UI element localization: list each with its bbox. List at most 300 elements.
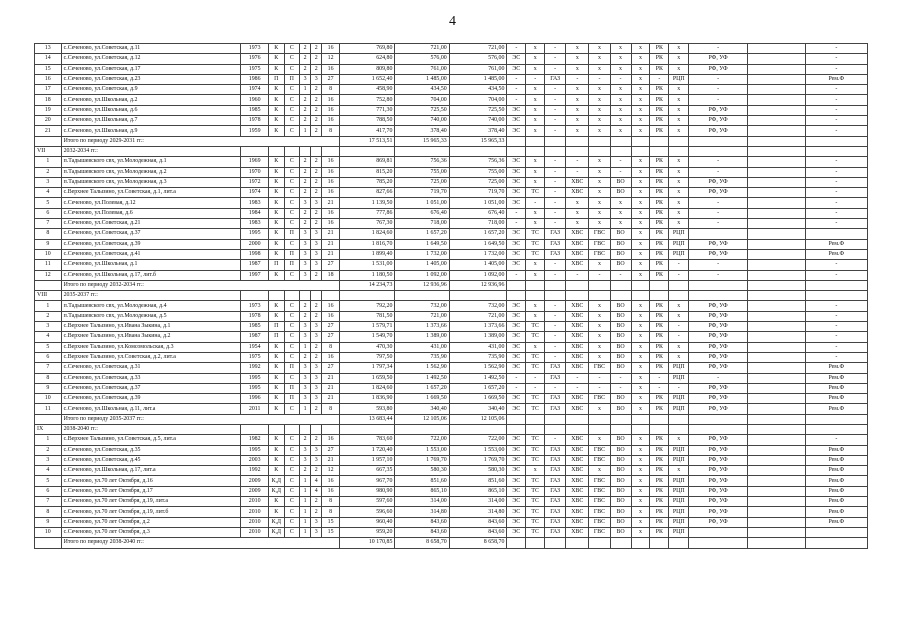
table-cell [631, 538, 650, 548]
table-cell: РК [650, 476, 669, 486]
table-cell: РК [650, 486, 669, 496]
table-cell: - [526, 383, 545, 393]
table-cell: 676,40 [449, 208, 507, 218]
table-cell: 10 [35, 527, 62, 537]
table-cell [747, 424, 805, 434]
table-cell: 3 [311, 249, 322, 259]
table-cell: К [269, 249, 285, 259]
table-cell: х [631, 198, 650, 208]
table-cell: - [669, 332, 689, 342]
table-cell: х [589, 404, 610, 414]
table-cell: 851,60 [395, 476, 449, 486]
table-cell: 3 [35, 322, 62, 332]
table-cell: ТС [526, 332, 545, 342]
table-cell: 1987 [241, 260, 269, 270]
table-cell: - [526, 198, 545, 208]
table-row [35, 229, 868, 239]
table-row [35, 219, 868, 229]
table-cell: 1969 [241, 157, 269, 167]
table-cell: 1 [35, 301, 62, 311]
table-cell: 725,50 [395, 105, 449, 115]
table-cell [747, 445, 805, 455]
table-cell [747, 497, 805, 507]
table-cell: ВО [610, 260, 631, 270]
table-cell: х [669, 85, 689, 95]
table-cell: х [526, 311, 545, 321]
table-cell: х [631, 64, 650, 74]
table-cell: 756,36 [449, 157, 507, 167]
table-cell: х [526, 116, 545, 126]
table-cell: х [610, 105, 631, 115]
table-cell: 725,50 [449, 105, 507, 115]
table-cell: х [566, 44, 589, 54]
table-cell: РК [650, 157, 669, 167]
table-cell: 15 [322, 517, 340, 527]
table-cell: 1 824,60 [339, 383, 394, 393]
table-cell: ХВС [566, 435, 589, 445]
table-cell: х [526, 219, 545, 229]
table-cell: ЭС [507, 116, 526, 126]
table-cell: х [566, 64, 589, 74]
table-cell [689, 424, 748, 434]
table-cell: х [566, 54, 589, 64]
table-cell: ЭС [507, 157, 526, 167]
table-cell: ЭС [507, 301, 526, 311]
table-cell: 3 [311, 373, 322, 383]
table-cell [747, 167, 805, 177]
table-cell: 3 [300, 455, 311, 465]
table-cell: ТС [526, 363, 545, 373]
table-cell: ВО [610, 497, 631, 507]
table-cell: РФ, УФ [689, 466, 748, 476]
table-cell: х [610, 95, 631, 105]
table-cell: 2010 [241, 517, 269, 527]
table-cell [747, 280, 805, 290]
table-cell: - [610, 157, 631, 167]
table-cell: - [805, 95, 867, 105]
period-total-area: 14 234,73 [339, 280, 394, 290]
period-total-living-area: 12 936,96 [395, 280, 449, 290]
table-cell: К [269, 85, 285, 95]
table-cell: 3 [300, 229, 311, 239]
table-cell [747, 414, 805, 424]
table-cell [669, 424, 689, 434]
table-row [35, 363, 868, 373]
table-cell: 1973 [241, 301, 269, 311]
table-cell: 16 [322, 95, 340, 105]
table-cell: - [805, 208, 867, 218]
table-cell: х [669, 301, 689, 311]
table-row [35, 373, 868, 383]
table-cell: х [631, 74, 650, 84]
table-cell: РК [650, 219, 669, 229]
table-cell: ГВС [589, 517, 610, 527]
table-cell: ЭС [507, 476, 526, 486]
table-cell [669, 414, 689, 424]
table-cell: 3 [300, 74, 311, 84]
table-cell: П [269, 260, 285, 270]
table-cell: 1 [300, 527, 311, 537]
table-cell: с.Верхнее Талызино, ул.Комсомольская, д.3 [61, 342, 241, 352]
table-cell: 735,90 [395, 352, 449, 362]
table-cell: К [269, 105, 285, 115]
table-cell: х [589, 64, 610, 74]
table-cell [650, 538, 669, 548]
table-cell: 21 [322, 373, 340, 383]
table-cell: - [689, 270, 748, 280]
table-cell: с.Сеченово, ул.Советская, д.12 [61, 54, 241, 64]
table-cell [566, 291, 589, 301]
table-cell [747, 301, 805, 311]
table-cell: с.Сеченово, ул.Советская, д.39 [61, 394, 241, 404]
table-cell [507, 424, 526, 434]
table-cell: с.Верхнее Талызино, ул.Ивана Зыкина, д.2 [61, 332, 241, 342]
table-cell: х [589, 208, 610, 218]
table-cell [269, 424, 285, 434]
table-cell: 21 [322, 239, 340, 249]
table-cell: РК [650, 198, 669, 208]
table-cell: ВО [610, 404, 631, 414]
period-section-row [35, 146, 868, 156]
table-cell: 2010 [241, 497, 269, 507]
table-cell [322, 291, 340, 301]
table-cell: 725,00 [395, 177, 449, 187]
table-cell: РЦП [669, 239, 689, 249]
table-cell: К [269, 177, 285, 187]
table-cell [689, 146, 748, 156]
table-cell: 11 [35, 260, 62, 270]
table-cell: х [589, 116, 610, 126]
table-cell: п.Тадышевского свх, ул.Молодежная, д.1 [61, 157, 241, 167]
table-cell: 8 [35, 373, 62, 383]
table-cell: 1 [300, 476, 311, 486]
table-cell: - [650, 74, 669, 84]
table-cell: 596,60 [339, 507, 394, 517]
table-cell: - [545, 105, 566, 115]
table-cell: 785,20 [339, 177, 394, 187]
table-cell: РЦП [669, 74, 689, 84]
table-cell: 6 [35, 208, 62, 218]
table-cell: ХВС [566, 188, 589, 198]
table-cell: х [566, 126, 589, 136]
table-cell [395, 291, 449, 301]
table-cell: - [545, 435, 566, 445]
table-cell [747, 270, 805, 280]
table-cell: 1 579,71 [339, 322, 394, 332]
table-cell: Рем.Ф [805, 363, 867, 373]
table-cell: РФ, УФ [689, 105, 748, 115]
table-cell: ХВС [566, 229, 589, 239]
table-cell: х [631, 435, 650, 445]
table-cell: 314,80 [449, 507, 507, 517]
table-cell: РФ, УФ [689, 126, 748, 136]
table-cell: 777,86 [339, 208, 394, 218]
table-row [35, 54, 868, 64]
table-cell: х [631, 383, 650, 393]
table-cell: РК [650, 105, 669, 115]
table-cell [747, 363, 805, 373]
table-cell: с.Сеченово, ул.Советская, д.9 [61, 85, 241, 95]
table-cell: 2 [300, 157, 311, 167]
table-cell: 843,60 [395, 527, 449, 537]
table-cell: - [545, 188, 566, 198]
table-cell: 1995 [241, 445, 269, 455]
table-cell: - [545, 219, 566, 229]
table-cell: х [631, 239, 650, 249]
table-cell: ЭС [507, 435, 526, 445]
table-cell: х [631, 301, 650, 311]
table-cell: 3 [311, 517, 322, 527]
table-cell: ВО [610, 455, 631, 465]
table-row [35, 105, 868, 115]
table-cell: 1 549,70 [339, 332, 394, 342]
table-cell: - [566, 157, 589, 167]
table-cell: - [566, 74, 589, 84]
table-cell: Рем.Ф [805, 249, 867, 259]
table-cell: ГАЗ [545, 404, 566, 414]
table-cell: С [284, 445, 300, 455]
table-cell: 4 [35, 332, 62, 342]
table-cell: х [589, 311, 610, 321]
table-cell: - [610, 167, 631, 177]
table-cell: 21 [322, 394, 340, 404]
table-cell: ХВС [566, 507, 589, 517]
table-row [35, 383, 868, 393]
table-cell: с.Верхнее Талызино, ул.Ивана Зыкина, д.1 [61, 322, 241, 332]
table-cell [449, 291, 507, 301]
table-cell [610, 146, 631, 156]
table-cell: С [284, 435, 300, 445]
table-cell: С [284, 476, 300, 486]
table-cell: К [269, 270, 285, 280]
table-cell: 2 [311, 219, 322, 229]
table-cell [610, 291, 631, 301]
table-cell: 1 769,70 [449, 455, 507, 465]
table-cell: 9 [35, 239, 62, 249]
table-cell: 2010 [241, 507, 269, 517]
table-row [35, 239, 868, 249]
table-cell: Рем.Ф [805, 497, 867, 507]
table-cell: - [610, 373, 631, 383]
table-cell: 960,40 [339, 517, 394, 527]
table-cell [650, 424, 669, 434]
table-cell: 1 720,40 [339, 445, 394, 455]
table-cell [545, 424, 566, 434]
table-cell [449, 146, 507, 156]
table-cell: Рем.Ф [805, 383, 867, 393]
table-cell: 3 [311, 229, 322, 239]
table-cell: 1 [35, 157, 62, 167]
table-cell: 1976 [241, 54, 269, 64]
table-cell: С [284, 311, 300, 321]
table-cell: ГВС [589, 486, 610, 496]
table-cell: - [589, 270, 610, 280]
table-cell: - [669, 383, 689, 393]
table-cell: ГАЗ [545, 249, 566, 259]
table-cell: х [526, 270, 545, 280]
table-cell: х [631, 126, 650, 136]
table-cell: ТС [526, 517, 545, 527]
table-cell: РФ, УФ [689, 363, 748, 373]
table-cell: - [545, 208, 566, 218]
table-cell: 27 [322, 322, 340, 332]
table-cell: К [269, 466, 285, 476]
table-cell: х [669, 435, 689, 445]
table-cell [747, 116, 805, 126]
table-cell: 788,50 [339, 116, 394, 126]
table-cell: 1984 [241, 208, 269, 218]
table-cell: 980,90 [339, 486, 394, 496]
table-cell: х [631, 466, 650, 476]
table-cell: К [269, 394, 285, 404]
table-cell: РК [650, 507, 669, 517]
table-cell: - [805, 188, 867, 198]
table-cell: ЭС [507, 455, 526, 465]
table-cell: К [269, 342, 285, 352]
table-cell: 21 [322, 249, 340, 259]
table-cell: 1 389,00 [449, 332, 507, 342]
table-cell: К [269, 383, 285, 393]
table-cell: ТС [526, 239, 545, 249]
table-cell [526, 291, 545, 301]
table-cell: ГВС [589, 497, 610, 507]
table-cell: РК [650, 260, 669, 270]
table-cell: С [284, 507, 300, 517]
table-cell [747, 486, 805, 496]
table-cell: - [805, 157, 867, 167]
table-row [35, 74, 868, 84]
table-cell [689, 414, 748, 424]
table-cell: 3 [300, 383, 311, 393]
table-cell [805, 414, 867, 424]
table-cell: К [269, 404, 285, 414]
table-cell: 15 [35, 64, 62, 74]
table-cell: РК [650, 44, 669, 54]
table-cell: 2009 [241, 476, 269, 486]
table-cell: ЭС [507, 363, 526, 373]
table-cell: РК [650, 188, 669, 198]
table-cell [689, 280, 748, 290]
table-cell [300, 291, 311, 301]
table-cell: 21 [322, 455, 340, 465]
table-cell: 704,00 [449, 95, 507, 105]
table-cell: ГВС [589, 229, 610, 239]
period-total-row [35, 280, 868, 290]
table-cell: - [545, 198, 566, 208]
table-cell: 16 [322, 219, 340, 229]
table-cell: К [269, 95, 285, 105]
table-cell: РЦП [669, 507, 689, 517]
table-cell: ТС [526, 352, 545, 362]
period-total-living-area: 15 965,33 [395, 136, 449, 146]
table-cell: - [507, 219, 526, 229]
table-cell: 21 [322, 229, 340, 239]
table-cell: с.Верхнее Талызино, ул.Советская, д.2, лит.а [61, 352, 241, 362]
table-cell: х [669, 167, 689, 177]
table-cell: К [269, 208, 285, 218]
table-cell: РЦП [669, 497, 689, 507]
table-row [35, 44, 868, 54]
table-cell: х [589, 157, 610, 167]
table-cell: ТС [526, 527, 545, 537]
table-cell: ЭС [507, 64, 526, 74]
table-cell [747, 466, 805, 476]
table-cell: 431,00 [449, 342, 507, 352]
table-cell [566, 280, 589, 290]
table-cell: 2000 [241, 239, 269, 249]
table-cell [566, 146, 589, 156]
table-cell: РФ, УФ [689, 455, 748, 465]
table-cell [669, 538, 689, 548]
table-cell: ЭС [507, 404, 526, 414]
table-cell: 1 485,00 [395, 74, 449, 84]
table-cell: ЭС [507, 260, 526, 270]
table-cell: х [631, 157, 650, 167]
table-cell: 3 [300, 394, 311, 404]
table-cell: ТС [526, 249, 545, 259]
table-cell: х [631, 219, 650, 229]
table-cell: ВО [610, 342, 631, 352]
table-cell: 3 [35, 177, 62, 187]
table-cell: К [269, 455, 285, 465]
table-cell: РФ, УФ [689, 394, 748, 404]
table-cell [284, 424, 300, 434]
table-cell: 1 492,50 [395, 373, 449, 383]
table-cell: ХВС [566, 363, 589, 373]
table-cell: ВО [610, 229, 631, 239]
table-row [35, 435, 868, 445]
table-cell: х [631, 352, 650, 362]
table-cell: 755,00 [449, 167, 507, 177]
table-cell: х [566, 105, 589, 115]
table-cell: 2 [311, 404, 322, 414]
table-cell: 2 [300, 105, 311, 115]
table-cell: 2 [300, 301, 311, 311]
table-cell: - [507, 270, 526, 280]
table-cell: х [669, 105, 689, 115]
table-cell [589, 146, 610, 156]
table-cell: х [526, 157, 545, 167]
table-row [35, 455, 868, 465]
table-cell [747, 517, 805, 527]
table-cell: 27 [322, 332, 340, 342]
table-cell [507, 414, 526, 424]
table-cell: 732,00 [449, 301, 507, 311]
table-cell [284, 291, 300, 301]
table-cell: 1 405,00 [449, 260, 507, 270]
table-cell: х [631, 517, 650, 527]
table-cell: с.Сеченово, ул.Школьная, д.1 [61, 260, 241, 270]
table-cell: 2 [311, 167, 322, 177]
table-cell: - [566, 270, 589, 280]
table-cell [507, 280, 526, 290]
table-cell: 27 [322, 363, 340, 373]
table-cell [395, 146, 449, 156]
table-row [35, 445, 868, 455]
table-cell: ВО [610, 445, 631, 455]
table-cell: 769,80 [339, 44, 394, 54]
table-cell: 865,10 [395, 486, 449, 496]
table-cell [610, 424, 631, 434]
period-total-residential-area: 12 105,06 [449, 414, 507, 424]
table-cell: РЦП [669, 394, 689, 404]
table-cell: ТС [526, 497, 545, 507]
table-cell: К [269, 54, 285, 64]
table-cell: К,Д [269, 527, 285, 537]
table-cell: х [526, 85, 545, 95]
table-cell: К [269, 188, 285, 198]
table-cell [747, 54, 805, 64]
